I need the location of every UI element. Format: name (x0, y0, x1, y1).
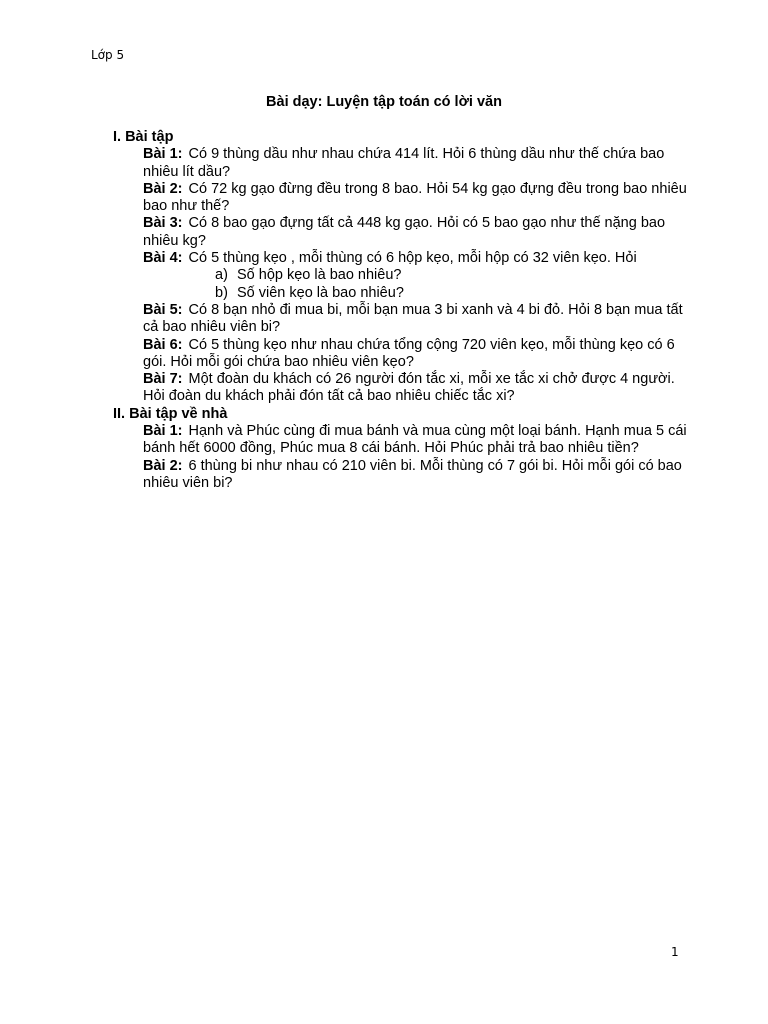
sub-question (215, 285, 703, 302)
exercise-label: Bài 2: (143, 180, 183, 197)
exercise-label: Bài 5: (143, 301, 183, 318)
exercise-item (143, 215, 688, 250)
section-heading: II. Bài tập về nhà (113, 405, 228, 422)
exercise-item (143, 458, 688, 493)
sub-question-text: Số viên kẹo là bao nhiêu? (237, 284, 404, 301)
exercise-item (143, 302, 688, 337)
exercise-text: Hạnh và Phúc cùng đi mua bánh và mua cùng một loại bánh. Hạnh mua 5 cái bánh hết 6000 đồng, Phúc mua 8 cái bánh. Hỏi Phúc phải trả bao nhiêu tiền? (143, 423, 687, 457)
exercise-text: Một đoàn du khách có 26 người đón tắc xi, mỗi xe tắc xi chở được 4 người. Hỏi đoàn du khách phải đón tất cả bao nhiêu chiếc tắc xi? (143, 371, 675, 405)
exercise-text: Có 5 thùng kẹo , mỗi thùng có 6 hộp kẹo, mỗi hộp có 32 viên kẹo. Hỏi (188, 250, 637, 267)
sub-question-marker: b) (215, 284, 228, 301)
exercise-label: Bài 1: (143, 146, 183, 163)
exercise-item (143, 146, 688, 181)
document-body (113, 129, 703, 492)
exercise-item (143, 337, 688, 372)
exercise-text: Có 72 kg gạo đừng đều trong 8 bao. Hỏi 54 kg gạo đựng đều trong bao nhiêu bao như thế? (143, 180, 687, 215)
page-number: 1 (671, 945, 679, 959)
exercise-label: Bài 6: (143, 336, 183, 353)
exercise-label: Bài 3: (143, 215, 183, 232)
exercise-item (143, 181, 688, 216)
exercise-item (143, 371, 688, 406)
exercise-text: Có 9 thùng dầu như nhau chứa 414 lít. Hỏi 6 thùng dầu như thế chứa bao nhiêu lít dầu? (143, 146, 665, 180)
section-heading: I. Bài tập (113, 129, 174, 145)
exercise-text: Có 8 bao gạo đựng tất cả 448 kg gạo. Hỏi có 5 bao gạo như thế nặng bao nhiêu kg? (143, 215, 666, 249)
exercise-label: Bài 2: (143, 457, 183, 474)
exercise-text: Có 8 bạn nhỏ đi mua bi, mỗi bạn mua 3 bi xanh và 4 bi đỏ. Hỏi 8 bạn mua tất cả bao nhiêu viên bi? (143, 301, 683, 336)
exercise-text: 6 thùng bi như nhau có 210 viên bi. Mỗi thùng có 7 gói bi. Hỏi mỗi gói có bao nhiêu viên bi? (143, 457, 682, 491)
page-header: Lớp 5 (91, 48, 125, 62)
document-title: Bài dạy: Luyện tập toán có lời văn (266, 94, 502, 110)
exercise-label: Bài 1: (143, 423, 183, 440)
sub-question-text: Số hộp kẹo là bao nhiêu? (237, 267, 402, 284)
sub-question-marker: a) (215, 267, 228, 284)
exercise-item (143, 250, 688, 267)
section-exercises (113, 129, 703, 406)
section-homework (113, 406, 703, 492)
exercise-item (143, 423, 688, 458)
exercise-text: Có 5 thùng kẹo như nhau chứa tổng cộng 720 viên kẹo, mỗi thùng kẹo có 6 gói. Hỏi mỗi gói chứa bao nhiêu viên kẹo? (143, 336, 675, 370)
exercise-label: Bài 4: (143, 250, 183, 267)
exercise-label: Bài 7: (143, 371, 183, 388)
sub-question (215, 267, 703, 284)
